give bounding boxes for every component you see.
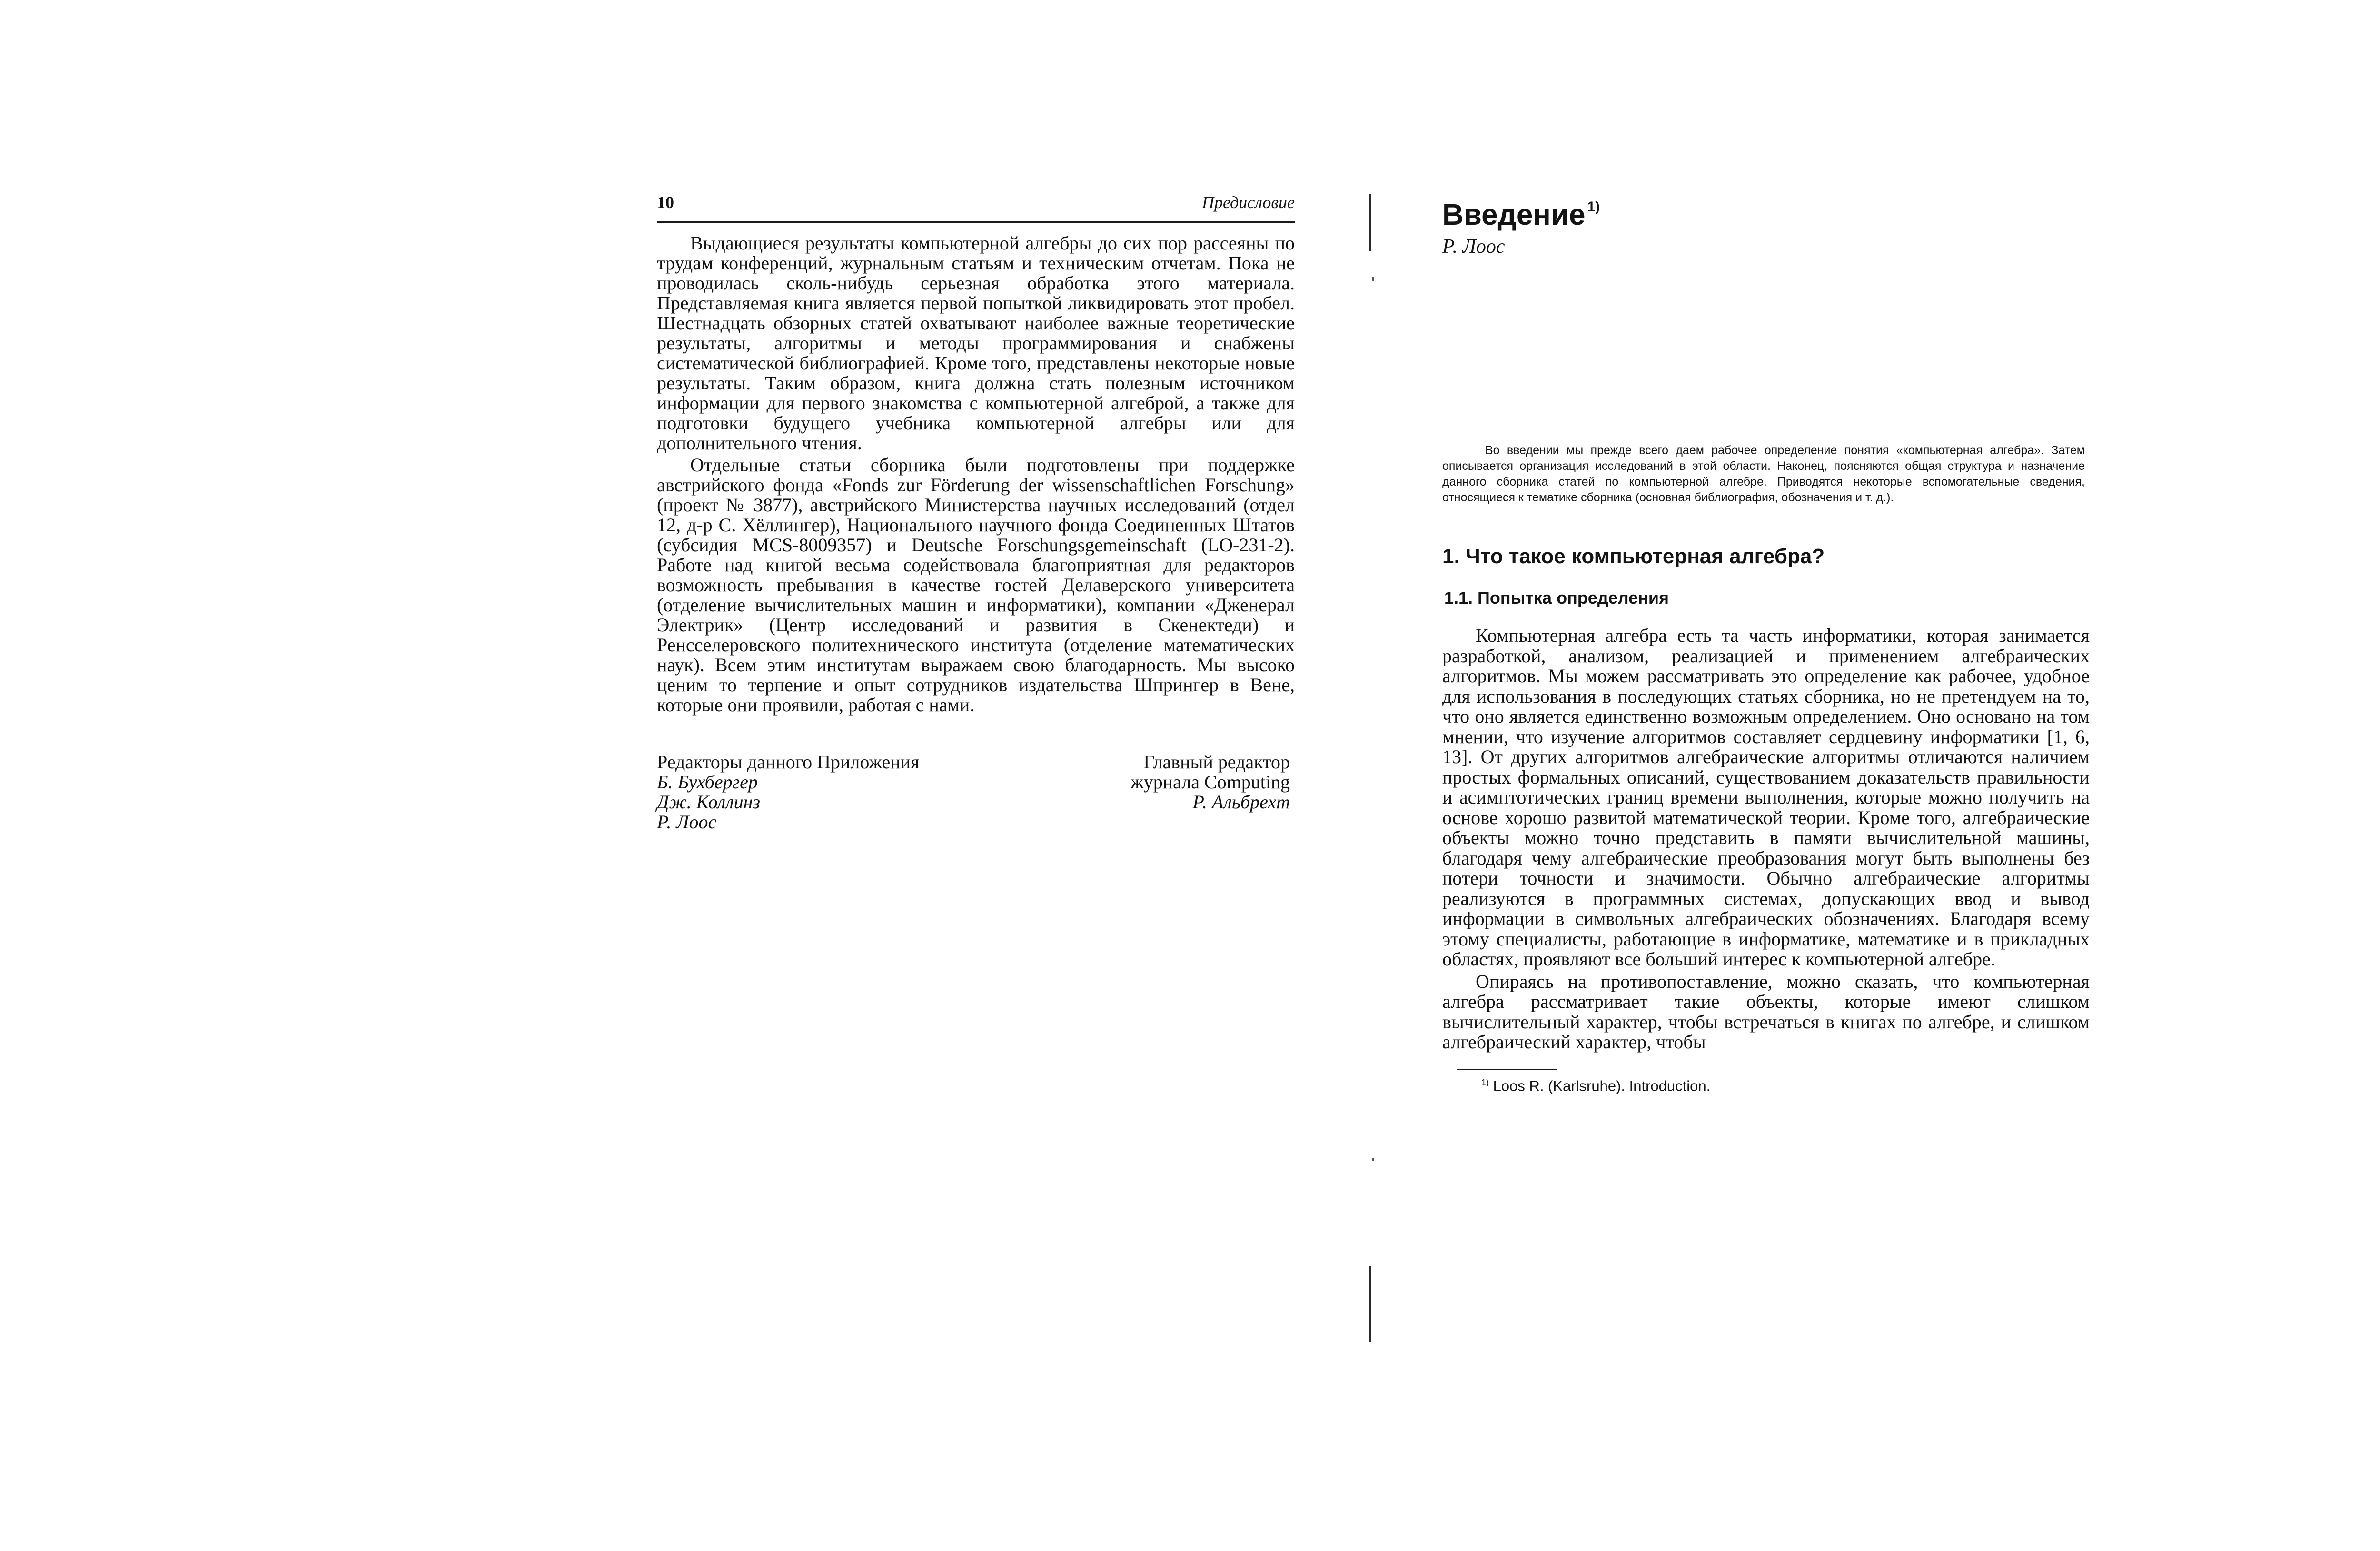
chief-editor-heading-line-1: Главный редактор xyxy=(1143,751,1290,773)
editors-heading: Редакторы данного Приложения xyxy=(657,751,920,773)
editor-name: Дж. Коллинз xyxy=(657,791,761,813)
scan-speck xyxy=(1372,277,1374,281)
footnote xyxy=(1481,1073,2090,1095)
chapter-title-text: Введение xyxy=(1442,199,1586,231)
editor-name: Р. Лоос xyxy=(657,811,717,833)
chapter-title xyxy=(1442,190,2090,232)
title-footnote-mark: 1) xyxy=(1587,199,1600,215)
chief-editor-signature xyxy=(1130,752,1290,812)
subsection-heading: 1.1. Попытка определения xyxy=(1444,588,1669,607)
running-title: Предисловие xyxy=(1201,193,1295,212)
section-heading: 1. Что такое компьютерная алгебра? xyxy=(1442,545,1825,568)
chief-editor-name: Р. Альбрехт xyxy=(1192,791,1290,813)
right-page xyxy=(1442,190,2090,1095)
preface-body xyxy=(657,233,1295,715)
page-number: 10 xyxy=(657,193,674,212)
footnote-rule xyxy=(1457,1069,1557,1070)
chapter-abstract: Во введении мы прежде всего даем рабочее определение понятия «компьютерная алгебра». Затем описывается организация исследований в этой области. Наконец, поясняются общая структура и назначение данного сборника статей по компьютерной алгебре. Приводятся некоторые вспомогательные сведения, относящиеся к тематике сборника (основная библиография, обозначения и т. д.). xyxy=(1442,444,2085,504)
preface-paragraph-2: Отдельные статьи сборника были подготовлены при поддержке австрийского фонда «Fonds zur Förderung der wissenschaftlichen Forschung» (проект № 3877), австрийского Министерства научных исследований (отдел 12, д-р С. Хёллингер), Национального научного фонда Соединенных Штатов (субсидия MCS-8009357) и Deutsche Forschungsgemeinschaft (LO-231-2). Работе над книгой весьма содействовала благоприятная для редакторов возможность пребывания в качестве гостей Делаверского университета (отделение вычислительных машин и информатики), компании «Дженерал Электрик» (Центр исследований и развития в Скенектеди) и Ренсселеровского политехнического института (отделение математических наук). Всем этим институтам выражаем свою благодарность. Мы высоко ценим то терпение и опыт сотрудников издательства Шпрингер в Вене, которые они проявили, работая с нами. xyxy=(657,454,1295,716)
chapter-author: Р. Лоос xyxy=(1442,236,1505,258)
gutter-line-top xyxy=(1369,194,1371,251)
chapter-title-block xyxy=(1442,190,2090,262)
left-page xyxy=(657,190,1295,838)
gutter-line-bottom xyxy=(1369,1266,1371,1342)
scan-speck xyxy=(1372,1158,1374,1161)
footnote-mark: 1) xyxy=(1481,1077,1489,1087)
body-paragraph-2: Опираясь на противопоставление, можно сказать, что компьютерная алгебра рассматривает такие объекты, которые имеют слишком вычислительный характер, чтобы встречаться в книгах по алгебре, и слишком алгебраический характер, чтобы xyxy=(1442,970,2090,1053)
signatures-block xyxy=(657,752,1295,838)
preface-paragraph-1: Выдающиеся результаты компьютерной алгебры до сих пор рассеяны по трудам конференций, журнальным статьям и техническим отчетам. Пока не проводилась сколь-нибудь серьезная обработка этого материала. Представляемая книга является первой попыткой ликвидировать этот пробел. Шестнадцать обзорных статей охватывают наиболее важные теоретические результаты, алгоритмы и методы программирования и снабжены систематической библиографией. Кроме того, представлены некоторые новые результаты. Таким образом, книга должна стать полезным источником информации для первого знакомства с компьютерной алгеброй, а также для подготовки будущего учебника компьютерной алгебры или для дополнительного чтения. xyxy=(657,232,1295,454)
left-running-head xyxy=(657,190,1295,223)
chief-editor-heading-line-2: журнала Computing xyxy=(1130,771,1290,793)
editor-name: Б. Бухбергер xyxy=(657,771,758,793)
footnote-text: Loos R. (Karlsruhe). Introduction. xyxy=(1493,1077,1711,1094)
chapter-body xyxy=(1442,626,2090,1053)
body-paragraph-1: Компьютерная алгебра есть та часть информатики, которая занимается разработкой, анализом, реализацией и применением алгебраических алгоритмов. Мы можем рассматривать это определение как рабочее, удобное для использования в последующих статьях сборника, но не претендуем на то, что оно является единственно возможным определением. Оно основано на том мнении, что изучение алгоритмов составляет сердцевину информатики [1, 6, 13]. От других алгоритмов алгебраические алгоритмы отличаются наличием простых формальных описаний, существованием доказательств правильности и асимптотических границ времени выполнения, которые можно получить на основе хорошо развитой математической теории. Кроме того, алгебраические объекты можно точно представить в памяти вычислительной машины, благодаря чему алгебраические преобразования могут быть выполнены без потери точности и значимости. Обычно алгебраические алгоритмы реализуются в программных системах, допускающих ввод и вывод информации в символьных алгебраических обозначениях. Благодаря всему этому специалисты, работающие в информатике, математике и в прикладных областях, проявляют все больший интерес к компьютерной алгебре. xyxy=(1442,625,2090,970)
editors-signature xyxy=(657,752,919,832)
